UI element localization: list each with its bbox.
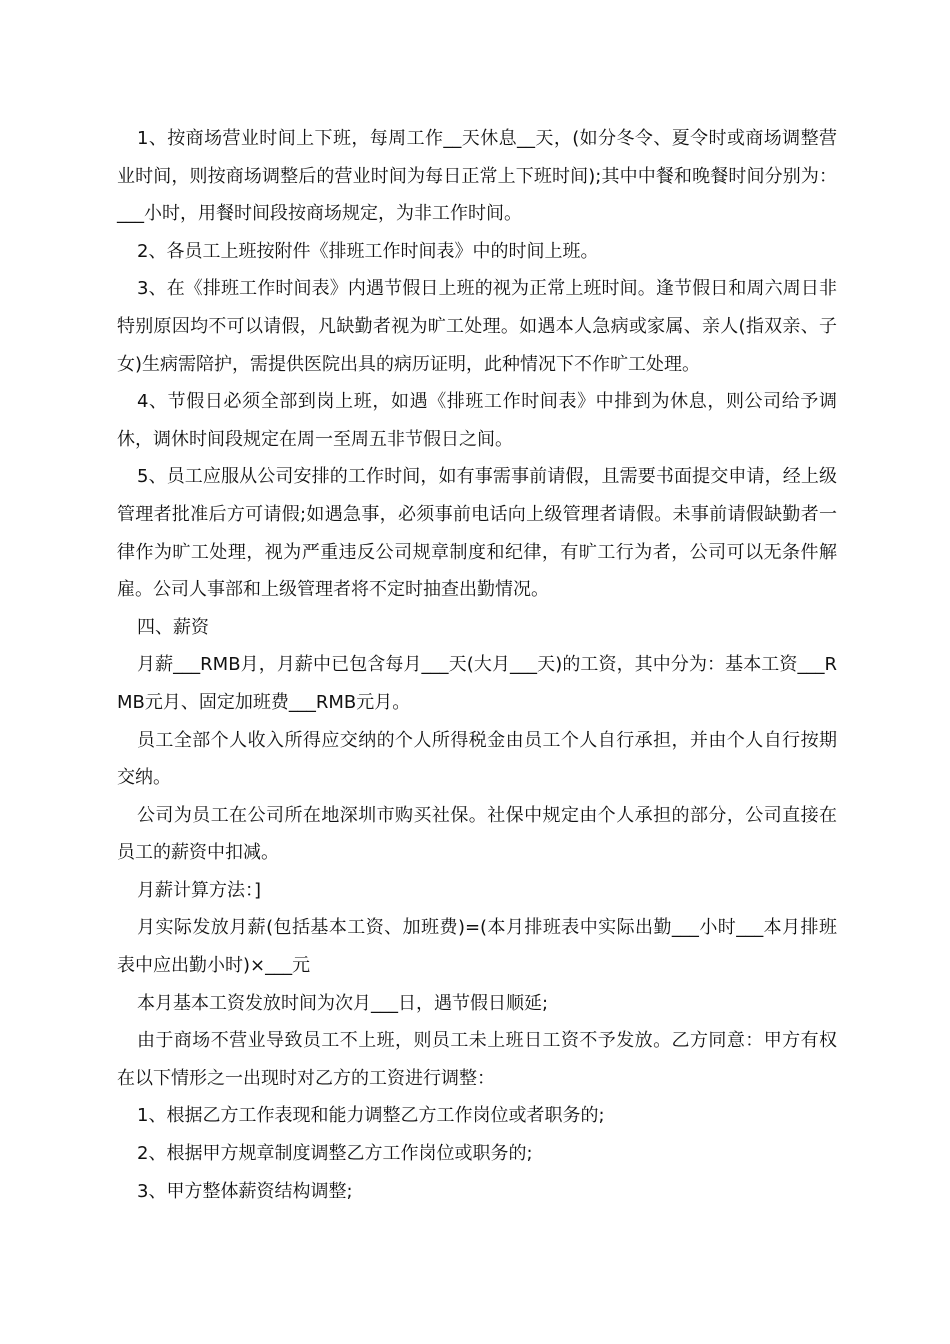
paragraph-leave-policy: 5、员工应服从公司安排的工作时间，如有事需事前请假，且需要书面提交申请，经上级管理者批准后方可请假;如遇急事，必须事前电话向上级管理者请假。未事前请假缺勤者一律作为旷工处理，视为严重违反公司规章制度和纪律，有旷工行为者，公司可以无条件解雇。公司人事部和上级管理者将不定时抽查出勤情况。: [117, 466, 837, 601]
paragraph-work-hours: 1、按商场营业时间上下班，每周工作__天休息__天，(如分冬令、夏令时或商场调整营业时间，则按商场调整后的营业时间为每日正常上下班时间);其中中餐和晚餐时间分别为：___小时，用餐时间段按商场规定，为非工作时间。: [117, 128, 837, 225]
list-item-adjust-performance: 1、根据乙方工作表现和能力调整乙方工作岗位或者职务的;: [137, 1105, 605, 1127]
paragraph-holiday-duty: 4、节假日必须全部到岗上班，如遇《排班工作时间表》中排到为休息，则公司给予调休，调休时间段规定在周一至周五非节假日之间。: [117, 391, 837, 450]
document-body: [117, 120, 837, 1210]
section-heading-salary: 四、薪资: [137, 616, 209, 638]
paragraph-calc-method-label: 月薪计算方法：]: [137, 879, 262, 901]
paragraph-holiday-work: 3、在《排班工作时间表》内遇节假日上班的视为正常上班时间。逢节假日和周六周日非特别原因均不可以请假，凡缺勤者视为旷工处理。如遇本人急病或家属、亲人(指双亲、子女)生病需陪护，需提供医院出具的病历证明，此种情况下不作旷工处理。: [117, 278, 837, 375]
paragraph-salary-adjustment: 由于商场不营业导致员工不上班，则员工未上班日工资不予发放。乙方同意：甲方有权在以下情形之一出现时对乙方的工资进行调整：: [117, 1030, 837, 1089]
paragraph-income-tax: 员工全部个人收入所得应交纳的个人所得税金由员工个人自行承担，并由个人自行按期交纳。: [117, 729, 837, 789]
paragraph-pay-date: 本月基本工资发放时间为次月___日，遇节假日顺延;: [137, 992, 549, 1014]
paragraph-monthly-salary: 月薪___RMB月，月薪中已包含每月___天(大月___天)的工资，其中分为：基本工资___RMB元月、固定加班费___RMB元月。: [117, 654, 837, 713]
list-item-adjust-structure: 3、甲方整体薪资结构调整;: [137, 1180, 353, 1202]
list-item-adjust-rules: 2、根据甲方规章制度调整乙方工作岗位或职务的;: [137, 1143, 533, 1165]
paragraph-social-insurance: 公司为员工在公司所在地深圳市购买社保。社保中规定由个人承担的部分，公司直接在员工的薪资中扣减。: [117, 804, 837, 864]
paragraph-calc-formula: 月实际发放月薪(包括基本工资、加班费)=(本月排班表中实际出勤___小时___本月排班表中应出勤小时)×___元: [117, 917, 837, 977]
paragraph-schedule-attachment: 2、各员工上班按附件《排班工作时间表》中的时间上班。: [137, 240, 599, 262]
